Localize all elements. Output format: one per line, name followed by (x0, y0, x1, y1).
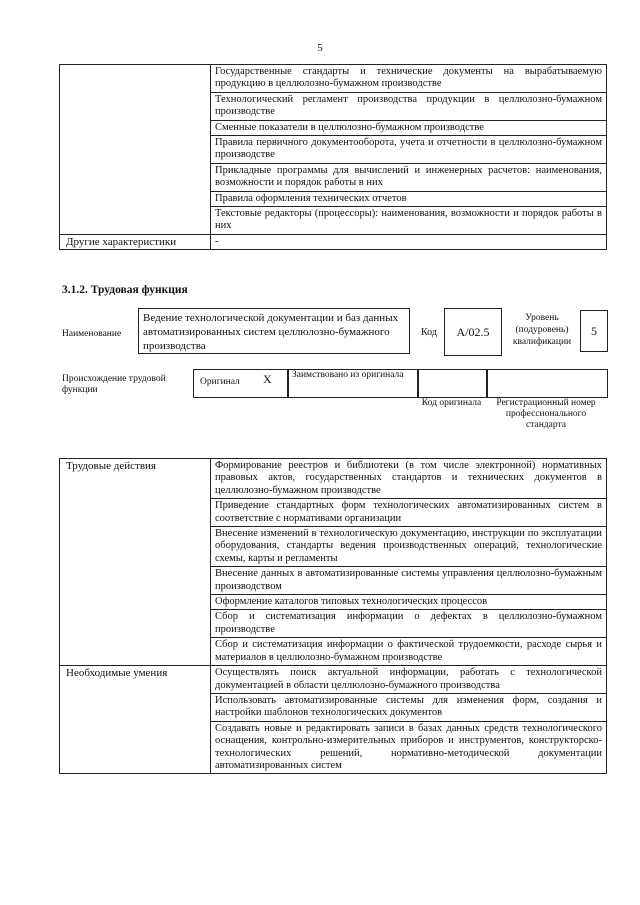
code-label: Код (421, 327, 437, 338)
knowledge-table (59, 64, 607, 250)
skill-row: Использовать автоматизированные системы для изменения форм, создания и настройки шаблонов технологических документов (211, 693, 607, 721)
original-label: Оригинал (200, 377, 240, 387)
labor-action-row: Формирование реестров и библиотеки (в том числе электронной) нормативных правовых актов, государственных стандартов и технических документов в целлюлозно-бумажном производстве (211, 459, 607, 499)
code-original-cell (417, 369, 488, 398)
section-title: 3.1.2. Трудовая функция (62, 284, 188, 296)
labor-actions-label: Трудовые действия (60, 459, 211, 666)
knowledge-row: Технологический регламент производства продукции в целлюлозно-бумажном производстве (211, 92, 607, 120)
labor-action-row: Оформление каталогов типовых технологических процессов (211, 595, 607, 610)
knowledge-row: Государственные стандарты и технические документы на вырабатываемую продукцию в целлюлозно-бумажном производстве (211, 65, 607, 93)
code-original-caption: Код оригинала (421, 398, 482, 408)
borrowed-label: Заимствовано из оригинала (292, 370, 404, 380)
labor-action-row: Приведение стандартных форм технологических автоматизированных систем в соответствие с нормативами организации (211, 499, 607, 527)
knowledge-row: Правила оформления технических отчетов (211, 191, 607, 206)
reg-number-cell (486, 369, 608, 398)
knowledge-row: Сменные показатели в целлюлозно-бумажном производстве (211, 120, 607, 135)
labor-action-row: Сбор и систематизация информации о фактической трудоемкости, расходе сырья и материалов в целлюлозно-бумажном производстве (211, 638, 607, 666)
origin-label: Происхождение трудовой функции (62, 374, 166, 395)
knowledge-row: Текстовые редакторы (процессоры): наименования, возможности и порядок работы в них (211, 207, 607, 235)
required-skills-label: Необходимые умения (60, 666, 211, 774)
skill-row: Создавать новые и редактировать записи в базах данных средств технологического оснащения, контрольно-измерительных приборов и инструментов, конструкторско-технологических решений, нормативно-методической документации автоматизированных систем (211, 721, 607, 774)
function-details-table (59, 458, 607, 774)
labor-action-row: Внесение данных в автоматизированные системы управления целлюлозно-бумажным производством (211, 567, 607, 595)
labor-action-row: Внесение изменений в технологическую документацию, инструкции по эксплуатации оборудования, стандарты ведения производственных операций, технологические схемы, карты и регламенты (211, 527, 607, 567)
knowledge-row: Правила первичного документооборота, учета и отчетности в целлюлозно-бумажном производстве (211, 136, 607, 164)
original-mark: X (263, 372, 272, 386)
reg-number-caption: Регистрационный номер профессионального стандарта (496, 398, 596, 430)
knowledge-label-cell (60, 65, 211, 235)
function-name-box: Ведение технологической документации и баз данных автоматизированных систем целлюлозно-бумажного производства (138, 308, 410, 354)
level-value-box: 5 (580, 310, 608, 352)
other-characteristics-value: - (211, 234, 607, 249)
skill-row: Осуществлять поиск актуальной информации, работать с технологической документацией в области целлюлозно-бумажного производства (211, 666, 607, 694)
page-number: 5 (317, 42, 323, 54)
knowledge-row: Прикладные программы для вычислений и инженерных расчетов: наименования, возможности и порядок работы в них (211, 163, 607, 191)
other-characteristics-label: Другие характеристики (60, 234, 211, 249)
labor-action-row: Сбор и систематизация информации о дефектах в целлюлозно-бумажном производстве (211, 610, 607, 638)
level-label: Уровень (подуровень) квалификации (512, 313, 572, 347)
code-value-box: A/02.5 (444, 308, 502, 356)
name-label: Наименование (62, 329, 122, 339)
